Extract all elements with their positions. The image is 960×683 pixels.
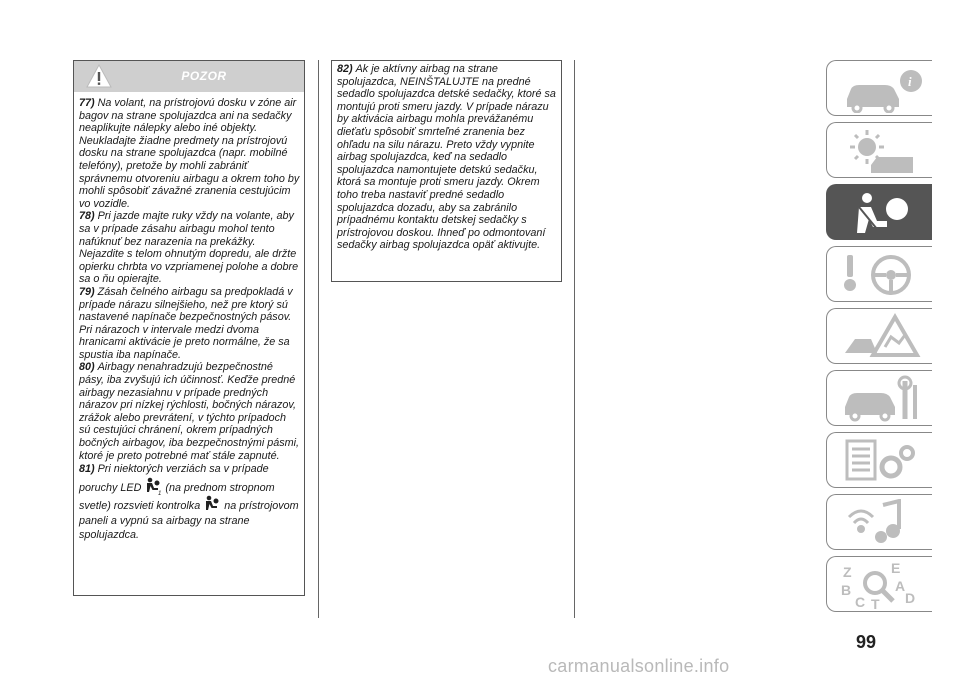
warning-box-right (331, 60, 562, 282)
warning-road-icon (841, 313, 925, 361)
dashboard-lights-icon (841, 127, 925, 175)
multimedia-icon (841, 499, 925, 547)
tab-index[interactable] (826, 556, 932, 612)
index-letter-d: D (905, 590, 916, 606)
index-letter-c: C (855, 594, 866, 609)
note-82: 82) Ak je aktívny airbag na strane spolujazdca, NEINŠTALUJTE na predné sedadlo spolujazdca detské sedačky, ktoré sa montujú proti smeru jazdy. V prípade nárazu by aktivácia airbagu mohla prevážanému dieťaťu spôsobiť smrteľné zranenia bez ohľadu na silu nárazu. Preto vždy vypnite airbag spolujazdca, keď na sedadlo spolujazdca namontujete detskú sedačku, ktorá sa montuje proti smeru jazdy. Okrem toho treba nastaviť predné sedadlo spolujazdca dozadu, aby sa zabránilo prípadnému kontaktu detskej sedačky s prístrojovou doskou. Ihneď po odmontovaní sedačky airbag spolujazdca opäť aktivujte. (337, 63, 556, 252)
note-80: 80) Airbagy nenahradzujú bezpečnostné pásy, iba zvyšujú ich účinnosť. Keďže predné airbagy nezasiahnu v prípade predných nárazov pri nízkej rýchlosti, bočných nárazov, zrážok alebo prevrátení, v týchto prípadoch sú cestujúci chránení, okrem prípadných bočných airbagov, iba bezpečnostnými pásmi, ktoré je preto potrebné mať stále zapnuté. (79, 361, 300, 462)
tab-dashboard[interactable] (826, 122, 932, 178)
index-letter-e: E (891, 561, 901, 576)
watermark: carmanualsonline.info (548, 656, 730, 676)
seatbelt-airbag-icon (841, 189, 925, 237)
tab-safety[interactable] (826, 184, 932, 240)
tab-maintenance[interactable] (826, 370, 932, 426)
technical-data-icon (841, 437, 925, 485)
index-letter-t: T (871, 596, 880, 609)
note-79: 79) Zásah čelného airbagu sa predpokladá v prípade nárazu silnejšieho, než pre ktorý sú nastavené napínače bezpečnostných pásov. Pri nárazoch v intervale medzi dvoma hranicami aktivácie je preto normálne, že sa spustia iba napínače. (79, 285, 293, 361)
index-letter-z: Z (843, 564, 852, 580)
svg-text:1: 1 (158, 490, 162, 495)
page-number: 99 (855, 632, 877, 652)
car-info-icon (841, 65, 925, 113)
tab-start-drive[interactable] (826, 246, 932, 302)
warning-header (74, 61, 304, 92)
tab-multimedia[interactable] (826, 494, 932, 550)
index-letter-a: A (895, 578, 906, 594)
warning-title: POZOR (181, 69, 227, 83)
tab-technical[interactable] (826, 432, 932, 488)
tab-car-info[interactable] (826, 60, 932, 116)
warning-box-left (73, 60, 305, 596)
notes-list-continued (332, 61, 561, 252)
notes-list (74, 92, 304, 543)
note-81: 81) Pri niektorých verziách sa v prípade poruchy LED 1 (na prednom stropnom svetle) rozsvieti kontrolka na prístrojovom paneli a vypnú sa airbagy na strane spolujazdca. (79, 463, 299, 542)
column-divider-2 (574, 60, 575, 618)
tab-emergency[interactable] (826, 308, 932, 364)
note-78: 78) Pri jazde majte ruky vždy na volante, aby sa v prípade zásahu airbagu mohol tento nafúknuť bez narazenia na prekážky. Nejazdite s telom ohnutým dopredu, ale držte opierku chrbta vo vzpriamenej polohe a dobre sa o ňu opierajte. (79, 210, 299, 286)
svg-text:i: i (908, 74, 912, 89)
column-divider-1 (318, 60, 319, 618)
note-77: 77) Na volant, na prístrojovú dosku v zóne air bagov na strane spolujazdca ani na sedačky neaplikujte nálepky alebo iné objekty. Neukladajte žiadne predmety na prístrojovú dosku na strane spolujazdca (napr. mobilné telefóny), pretože by mohli zabrániť správnemu otvoreniu airbagu a okrem toho by mohli spôsobiť závažné zranenia cestujúcim vo vozidle. (79, 97, 300, 210)
key-steering-icon (841, 251, 925, 299)
index-letter-b: B (841, 582, 852, 598)
airbag-warning-light-icon (203, 495, 221, 513)
car-service-icon (841, 375, 925, 423)
index-icon (841, 561, 925, 609)
airbag-led-icon (144, 477, 162, 495)
